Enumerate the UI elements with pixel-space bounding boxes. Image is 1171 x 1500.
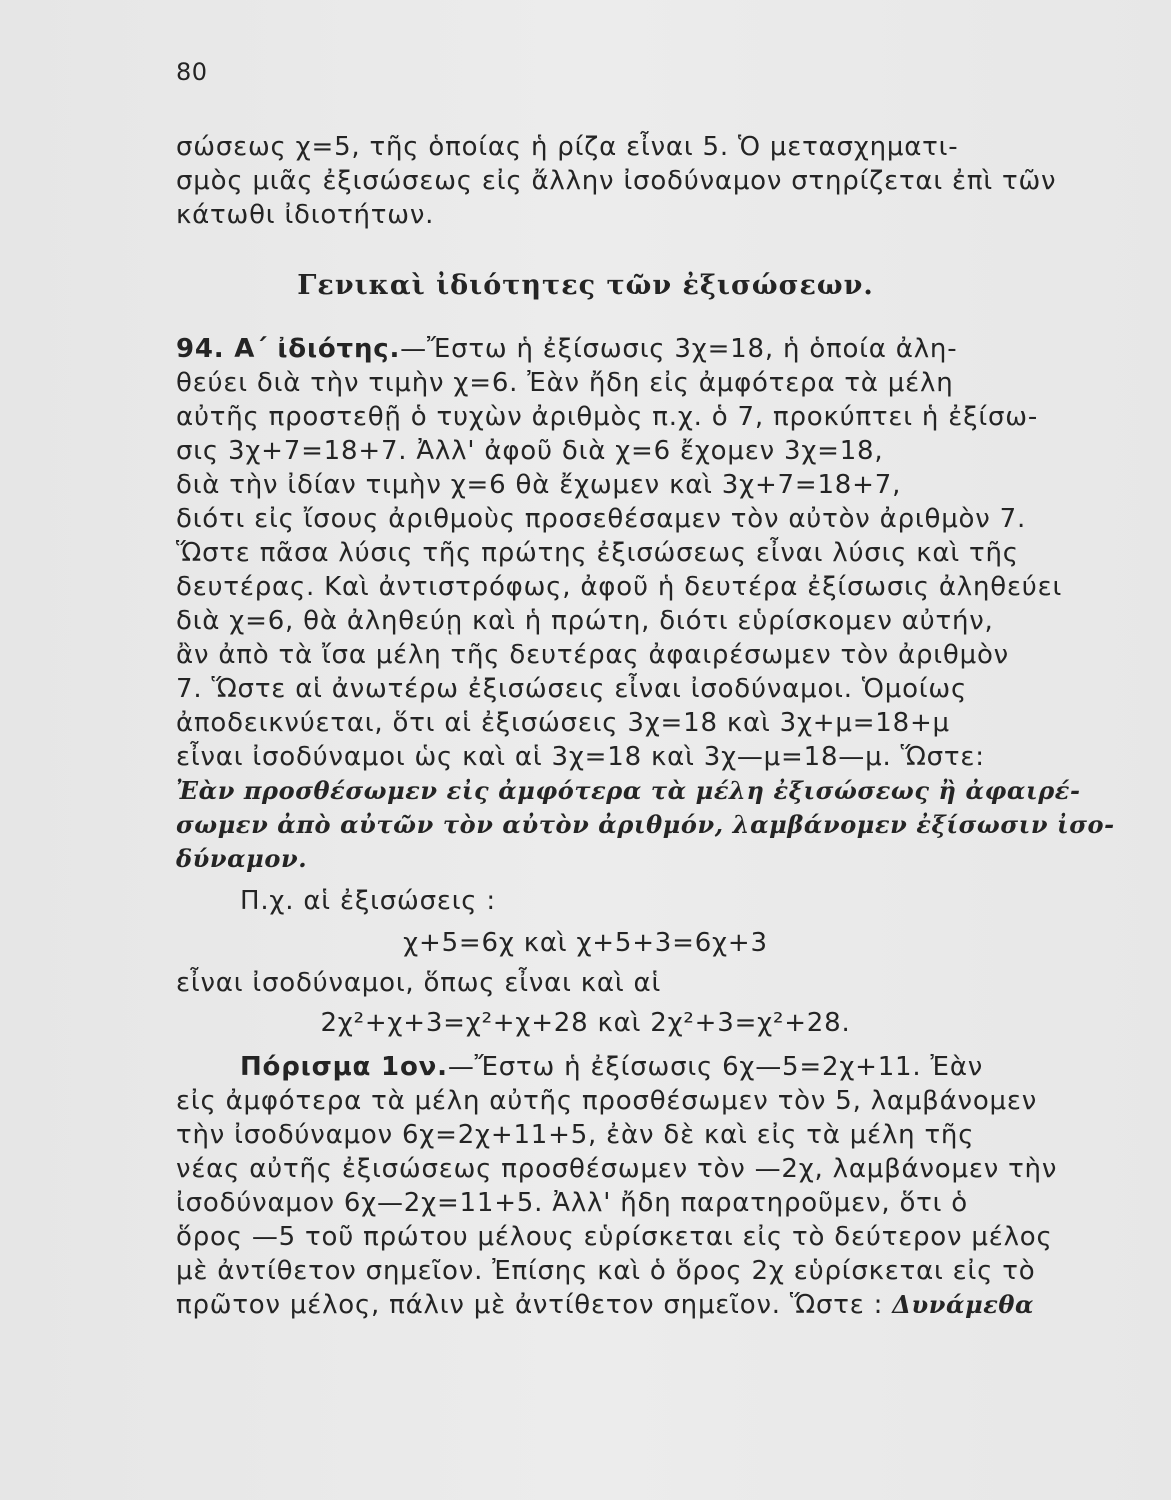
text-line: νέας αὐτῆς ἐξισώσεως προσθέσωμεν τὸν —2χ, λαμβάνομεν τὴν bbox=[176, 1154, 1058, 1184]
last-text-line bbox=[176, 1288, 1154, 1322]
rule-statement-line: Ἐὰν προσθέσωμεν εἰς ἀμφότερα τὰ μέλη ἐξισώσεως ἢ ἀφαιρέ- bbox=[176, 776, 1081, 805]
text-line: 7. Ὥστε αἱ ἀνωτέρω ἐξισώσεις εἶναι ἰσοδύναμοι. Ὁμοίως bbox=[176, 674, 968, 704]
text-line: σις 3χ+7=18+7. Ἀλλ' ἀφοῦ διὰ χ=6 ἔχομεν 3χ=18, bbox=[176, 436, 884, 466]
text-line: σώσεως χ=5, τῆς ὁποίας ἡ ρίζα εἶναι 5. Ὁ μετασχηματι- bbox=[176, 132, 959, 162]
emphasized-word: Δυνάμεθα bbox=[892, 1290, 1035, 1319]
text-line: κάτωθι ἰδιοτήτων. bbox=[176, 200, 435, 230]
text-line: ἂν ἀπὸ τὰ ἴσα μέλη τῆς δευτέρας ἀφαιρέσωμεν τὸν ἀριθμὸν bbox=[176, 640, 1009, 670]
text-line: ἰσοδύναμον 6χ—2χ=11+5. Ἀλλ' ἤδη παρατηροῦμεν, ὅτι ὁ bbox=[176, 1188, 968, 1218]
last-line-text: πρῶτον μέλος, πάλιν μὲ ἀντίθετον σημεῖον. Ὥστε : bbox=[176, 1290, 893, 1320]
example-intro: Π.χ. αἱ ἐξισώσεις : bbox=[240, 886, 496, 916]
property-label: 94. Α΄ ἰδιότης. bbox=[176, 334, 401, 364]
section-heading: Γενικαὶ ἰδιότητες τῶν ἐξισώσεων. bbox=[297, 270, 874, 301]
text-line: διότι εἰς ἴσους ἀριθμοὺς προσεθέσαμεν τὸν αὐτὸν ἀριθμὸν 7. bbox=[176, 504, 1027, 534]
text-line: δευτέρας. Καὶ ἀντιστρόφως, ἀφοῦ ἡ δευτέρα ἐξίσωσις ἀληθεύει bbox=[176, 572, 1063, 602]
text-line: ἀποδεικνύεται, ὅτι αἱ ἐξισώσεις 3χ=18 καὶ 3χ+μ=18+μ bbox=[176, 708, 950, 738]
text-line: θεύει διὰ τὴν τιμὴν χ=6. Ἐὰν ἤδη εἰς ἀμφότερα τὰ μέλη bbox=[176, 368, 954, 398]
text-line: Ὥστε πᾶσα λύσις τῆς πρώτης ἐξισώσεως εἶναι λύσις καὶ τῆς bbox=[176, 538, 1019, 568]
text-line: εἶναι ἰσοδύναμοι, ὅπως εἶναι καὶ αἱ bbox=[176, 968, 662, 998]
text-line: σμὸς μιᾶς ἐξισώσεως εἰς ἄλλην ἰσοδύναμον στηρίζεται ἐπὶ τῶν bbox=[176, 166, 1057, 196]
text-line: εἰς ἀμφότερα τὰ μέλη αὐτῆς προσθέσωμεν τὸν 5, λαμβάνομεν bbox=[176, 1086, 1038, 1116]
corollary-first-line bbox=[176, 1050, 1154, 1084]
text-line: εἶναι ἰσοδύναμοι ὡς καὶ αἱ 3χ=18 καὶ 3χ—μ=18—μ. Ὥστε: bbox=[176, 742, 985, 772]
page-number: 80 bbox=[176, 58, 208, 86]
text-line: τὴν ἰσοδύναμον 6χ=2χ+11+5, ἐὰν δὲ καὶ εἰς τὰ μέλη τῆς bbox=[176, 1120, 975, 1150]
text-line: μὲ ἀντίθετον σημεῖον. Ἐπίσης καὶ ὁ ὅρος 2χ εὑρίσκεται εἰς τὸ bbox=[176, 1256, 1036, 1286]
property-text: —Ἔστω ἡ ἐξίσωσις 3χ=18, ἡ ὁποία ἀλη- bbox=[400, 334, 958, 364]
rule-statement-line: σωμεν ἀπὸ αὐτῶν τὸν αὐτὸν ἀριθμόν, λαμβάνομεν ἐξίσωσιν ἰσο- bbox=[176, 810, 1115, 839]
equation-line: 2χ²+χ+3=χ²+χ+28 καὶ 2χ²+3=χ²+28. bbox=[320, 1008, 851, 1038]
text-line: διὰ χ=6, θὰ ἀληθεύῃ καὶ ἡ πρώτη, διότι εὑρίσκομεν αὐτήν, bbox=[176, 606, 994, 636]
equation-line: χ+5=6χ καὶ χ+5+3=6χ+3 bbox=[403, 928, 768, 958]
text-line: ὅρος —5 τοῦ πρώτου μέλους εὑρίσκεται εἰς τὸ δεύτερον μέλος bbox=[176, 1222, 1053, 1252]
paragraph-94-first-line bbox=[176, 332, 1154, 366]
text-line: αὐτῆς προστεθῇ ὁ τυχὼν ἀριθμὸς π.χ. ὁ 7, προκύπτει ἡ ἐξίσω- bbox=[176, 402, 1038, 432]
corollary-text: —Ἔστω ἡ ἐξίσωσις 6χ—5=2χ+11. Ἐὰν bbox=[447, 1052, 984, 1082]
text-line: διὰ τὴν ἰδίαν τιμὴν χ=6 θὰ ἔχωμεν καὶ 3χ+7=18+7, bbox=[176, 470, 902, 500]
rule-statement-line: δύναμον. bbox=[176, 844, 308, 873]
corollary-label: Πόρισμα 1ον. bbox=[240, 1052, 448, 1082]
